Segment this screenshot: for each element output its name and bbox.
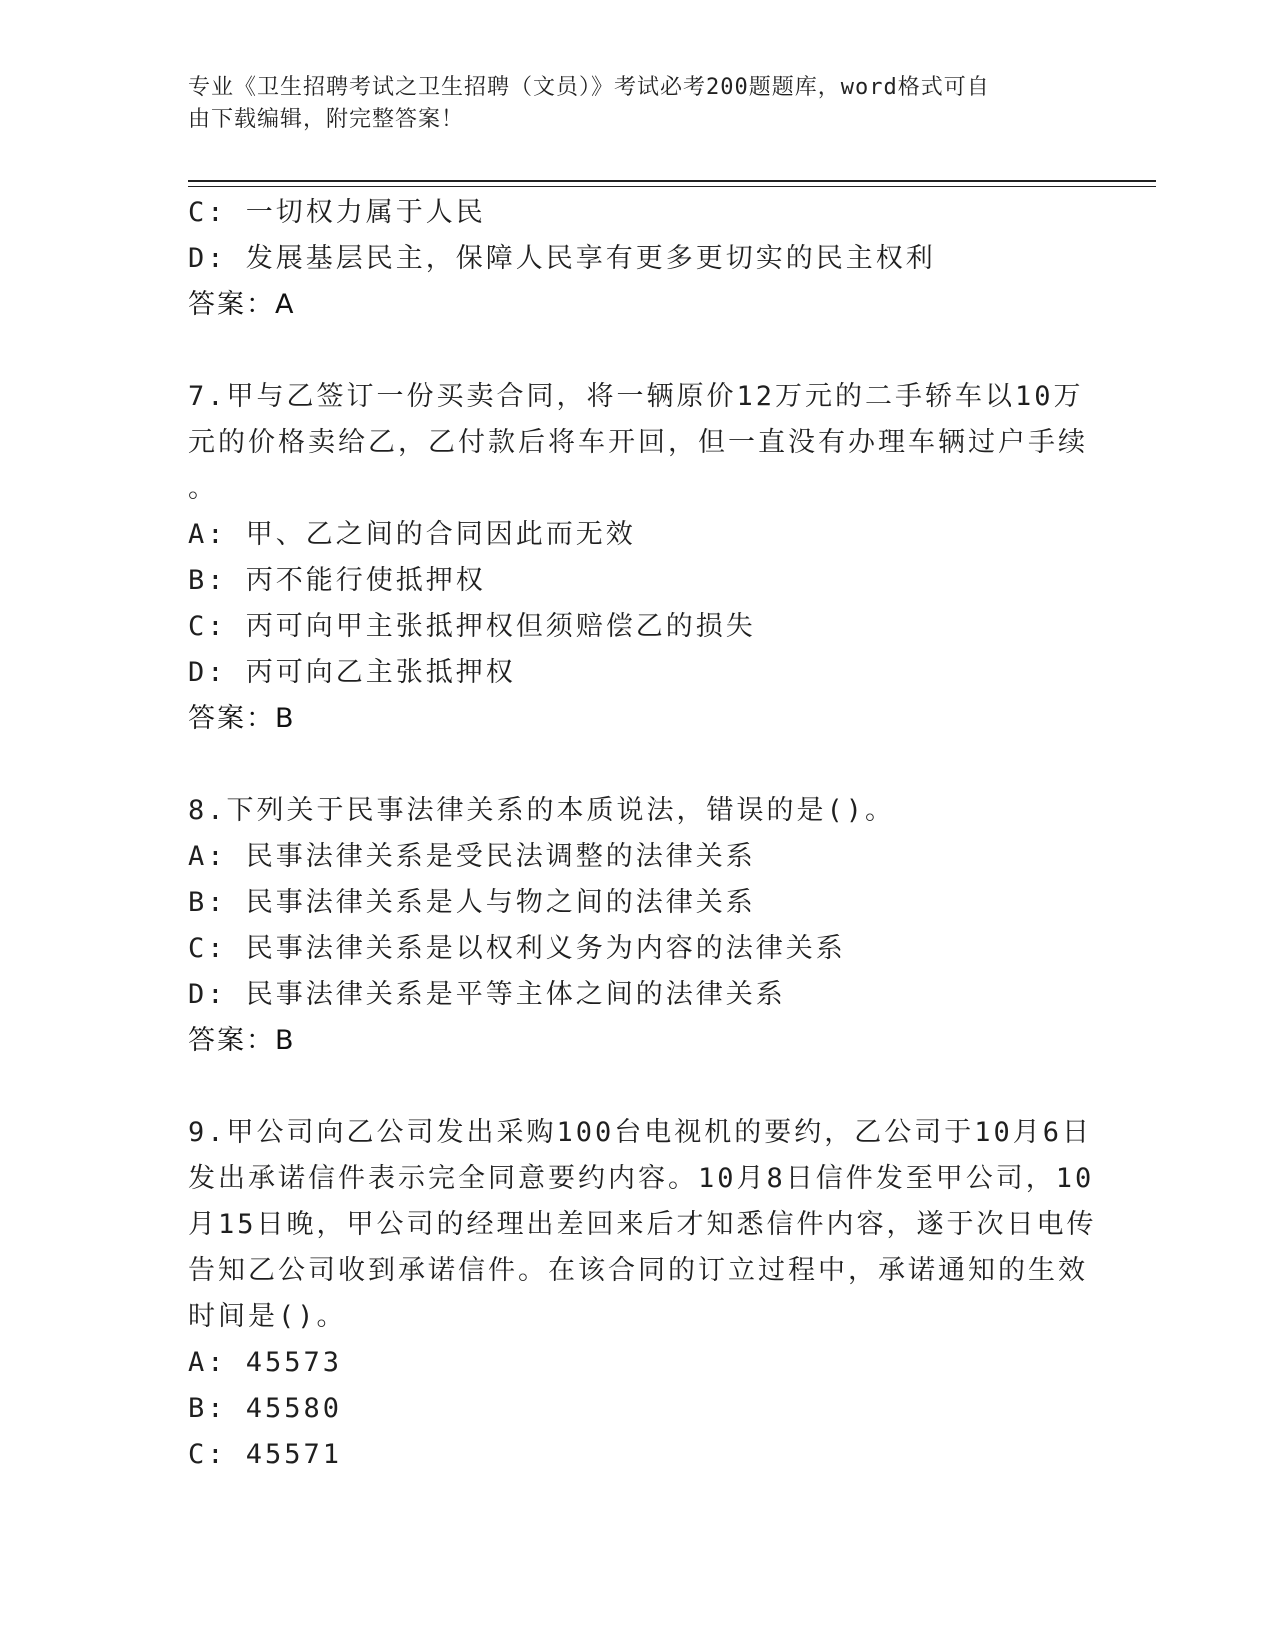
q6-option-c: C: 一切权力属于人民	[188, 197, 486, 228]
q9-stem-line-3: 月15日晚，甲公司的经理出差回来后才知悉信件内容，遂于次日电传	[188, 1209, 1097, 1240]
q9-option-b: B: 45580	[188, 1393, 343, 1424]
question-list	[188, 190, 1097, 1478]
spacer	[188, 742, 1088, 788]
q6-answer: 答案：A	[188, 289, 296, 320]
q9-stem-line-5: 时间是()。	[188, 1301, 347, 1332]
question-6-tail	[188, 190, 1088, 328]
q8-answer: 答案：B	[188, 1025, 296, 1056]
header-rule-thick	[188, 180, 1156, 182]
q8-option-c: C: 民事法律关系是以权利义务为内容的法律关系	[188, 933, 846, 964]
header-line-2: 由下载编辑，附完整答案！	[188, 107, 465, 132]
q7-stem-line-1: 7.甲与乙签订一份买卖合同，将一辆原价12万元的二手轿车以10万	[188, 381, 1084, 412]
q7-option-b: B: 丙不能行使抵押权	[188, 565, 486, 596]
spacer	[188, 328, 1088, 374]
q8-option-d: D: 民事法律关系是平等主体之间的法律关系	[188, 979, 786, 1010]
q6-option-d: D: 发展基层民主，保障人民享有更多更切实的民主权利	[188, 243, 936, 274]
question-9	[188, 1110, 1097, 1478]
q9-option-c: C: 45571	[188, 1439, 343, 1470]
q8-option-b: B: 民事法律关系是人与物之间的法律关系	[188, 887, 756, 918]
header-rule-thin	[188, 186, 1156, 187]
question-8	[188, 788, 1088, 1064]
q7-answer: 答案：B	[188, 703, 296, 734]
spacer	[188, 1064, 1088, 1110]
q9-stem-line-2: 发出承诺信件表示完全同意要约内容。10月8日信件发至甲公司，10	[188, 1163, 1095, 1194]
q7-option-c: C: 丙可向甲主张抵押权但须赔偿乙的损失	[188, 611, 756, 642]
q9-option-a: A: 45573	[188, 1347, 343, 1378]
q8-stem: 8.下列关于民事法律关系的本质说法，错误的是()。	[188, 795, 896, 826]
q7-option-d: D: 丙可向乙主张抵押权	[188, 657, 516, 688]
document-header	[188, 72, 1068, 136]
q8-option-a: A: 民事法律关系是受民法调整的法律关系	[188, 841, 756, 872]
q7-stem-line-2: 元的价格卖给乙，乙付款后将车开回，但一直没有办理车辆过户手续	[188, 427, 1088, 458]
q7-stem-line-3: 。	[188, 473, 218, 504]
q9-stem-line-4: 告知乙公司收到承诺信件。在该合同的订立过程中，承诺通知的生效	[188, 1255, 1088, 1286]
q7-option-a: A: 甲、乙之间的合同因此而无效	[188, 519, 636, 550]
question-7	[188, 374, 1088, 742]
header-line-1: 专业《卫生招聘考试之卫生招聘（文员）》考试必考200题题库，word格式可自	[188, 75, 990, 100]
q9-stem-line-1: 9.甲公司向乙公司发出采购100台电视机的要约，乙公司于10月6日	[188, 1117, 1093, 1148]
